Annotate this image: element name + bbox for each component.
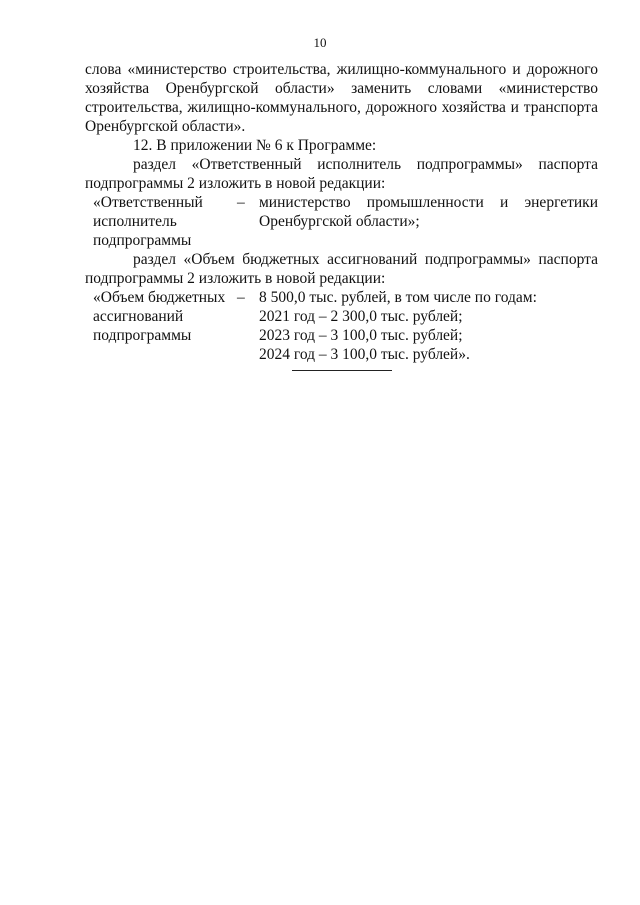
label-line: подпрограммы	[93, 327, 192, 344]
paragraph-responsible-section: раздел «Ответственный исполнитель подпрограммы» паспорта подпрограммы 2 изложить в новой редакции:	[85, 156, 598, 192]
page-number: 10	[313, 35, 327, 50]
label-line: «Объем бюджетных	[93, 289, 226, 306]
budget-year-line: 2021 год – 2 300,0 тыс. рублей;	[259, 308, 463, 325]
label-line: подпрограммы	[93, 232, 192, 249]
budget-allocations-row	[85, 288, 598, 364]
row-dash: –	[237, 194, 245, 211]
budget-total-line: 8 500,0 тыс. рублей, в том числе по годам:	[259, 289, 537, 306]
responsible-executor-value: министерство промышленности и энергетики Оренбургской области»;	[259, 194, 598, 230]
document-body	[85, 60, 598, 364]
budget-year-line: 2024 год – 3 100,0 тыс. рублей».	[259, 346, 470, 363]
paragraph-item-12: 12. В приложении № 6 к Программе:	[133, 137, 377, 154]
responsible-executor-label	[85, 193, 237, 250]
label-line: исполнитель	[93, 213, 177, 230]
budget-allocations-value	[259, 288, 598, 364]
label-line: «Ответственный	[93, 194, 203, 211]
budget-allocations-label	[85, 288, 237, 345]
end-separator-line	[292, 370, 392, 371]
row-dash: –	[237, 289, 245, 306]
label-line: ассигнований	[93, 308, 184, 325]
paragraph-budget-section: раздел «Объем бюджетных ассигнований подпрограммы» паспорта подпрограммы 2 изложить в новой редакции:	[85, 251, 598, 287]
responsible-executor-row	[85, 193, 598, 250]
budget-year-line: 2023 год – 3 100,0 тыс. рублей;	[259, 327, 463, 344]
paragraph-replace-words: слова «министерство строительства, жилищно-коммунального и дорожного хозяйства Оренбургской области» заменить словами «министерство строительства, жилищно-коммунального, дорожного хозяйства и транспорта Оренбургской области».	[85, 61, 598, 135]
